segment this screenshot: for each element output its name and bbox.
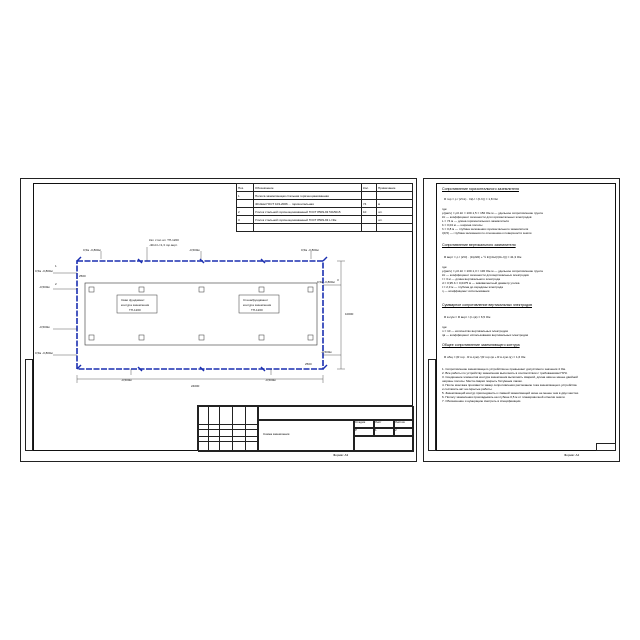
note-line: Кс — коэффициент сезонности для вертикальных электродов xyxy=(442,273,529,277)
right-box-label-3: ТП-1200 xyxy=(251,308,263,312)
notes-block xyxy=(442,325,612,337)
tag-top-c: 0,5м -0,800м xyxy=(301,248,319,252)
table-cell: шт. xyxy=(377,208,413,216)
notes-block xyxy=(442,265,612,293)
conclusion-line: 5. Заземляющий контур присоединить к главной заземляющей шине не менее чем в двух местах. xyxy=(442,391,580,395)
note-line: где: xyxy=(442,325,448,329)
right-box-label-2: контура заземления xyxy=(243,303,272,307)
left-box-label-3: ТП-1200 xyxy=(129,308,141,312)
stamp-cell: Лист xyxy=(374,420,394,428)
note-line: ρ(расч) = ρ0·Кс = 100·1,5 = 150 Ом·м — удельное сопротивление грунта xyxy=(442,211,543,215)
tag-bot-a: 0,5м -0,800м xyxy=(35,351,53,355)
stamp-cell: Стадия xyxy=(354,420,374,428)
table-cell: Уголок стальной горячеоцинкованный ГОСТ 8509-93 L=3м xyxy=(254,216,362,224)
sheet-format-label: Формат А4 xyxy=(564,453,580,457)
callout-top-1: Кат. стоп.шт. ТП-1200 xyxy=(149,238,179,242)
table-header-cell: Примечание xyxy=(377,184,413,192)
stamp-cell xyxy=(198,436,258,442)
formula: R гор = ρ / (2πL) · ln(L² / (b·h)) = 1,8 Ом xyxy=(444,197,498,201)
dimension-bottom: 24000 xyxy=(191,384,200,388)
sheet-format-label: Формат А3 xyxy=(333,453,349,457)
section-heading: Сопротивление вертикального заземлителя xyxy=(442,243,516,247)
note-line: l = 3 м — длина вертикального электрода xyxy=(442,277,501,281)
left-box-label-2: контура заземления xyxy=(121,303,150,307)
conclusion-line: 3. Соединение элементов контура заземления выполнить сваркой, длина шва не менее двойной xyxy=(442,375,578,379)
table-cell: Полоса заземляющая стальная горячеоцинкованная xyxy=(254,192,362,200)
table-cell: 74 xyxy=(362,200,377,208)
conclusion-line: 6. Полосу заземления прокладывать на глубине 0,5 м от планировочной отметки земли. xyxy=(442,395,566,399)
note-line: ρ(расч) = ρ0·Кс = 100·1,3 = 130 Ом·м — удельное сопротивление грунта xyxy=(442,269,543,273)
conclusion-line: 1. Сопротивление заземляющего устройства не превышает допустимого значения 4 Ом. xyxy=(442,367,566,371)
note-line: t(0,5) — глубина заложения по отношению к поверхности земли xyxy=(442,231,532,235)
tag-top-b: -0,500м xyxy=(189,248,200,252)
table-cell: Уголок стальной горячеоцинкованный ГОСТ 8509-93 50х50х5 xyxy=(254,208,362,216)
conclusion-line: ширины полосы. Места сварки покрыть битумным лаком. xyxy=(442,379,523,383)
formula: R общ = (R гор · R в.сум) / (R гор·ηв + R в.сум·ηг) = 1,6 Ом xyxy=(444,355,526,359)
dimension-small-2: 2500 xyxy=(305,362,312,366)
table-cell: 40х4мм ГОСТ 103-2006 ... горизонтальная xyxy=(254,200,362,208)
tag-top-d: -0,500м xyxy=(321,350,332,354)
tag-top-a: 0,5м -0,800м xyxy=(83,248,101,252)
vertical-electrodes xyxy=(77,257,327,371)
table-header-cell: Поз. xyxy=(237,184,254,192)
tag-left-b: -0,500м xyxy=(39,285,50,289)
building-outline xyxy=(85,283,317,345)
tag-bot-b: -0,500м xyxy=(121,378,132,382)
right-box-label-1: Стена/фундамент xyxy=(243,298,269,302)
conclusion-line: 2. Все работы по устройству заземления выполнять в соответствии с требованиями ПУЭ. xyxy=(442,371,568,375)
formula: R верт = ρ / (2πl) · (ln(2l/d) + ½ ln((4t+l)/(4t−l))) = 41,3 Ом xyxy=(444,255,522,259)
notes-block xyxy=(442,207,612,235)
table-header-cell: Кол. xyxy=(362,184,377,192)
callout-leaders xyxy=(53,247,341,375)
tag-left-c: -0,500м xyxy=(39,325,50,329)
note-line: где: xyxy=(442,207,448,211)
stamp-cell xyxy=(232,406,246,452)
note-line: b = 0,04 м — ширина полосы xyxy=(442,223,483,227)
stamp-cell: 2 xyxy=(394,428,414,436)
conclusion-line: 7. Обозначение и нумерацию смотреть в спецификации. xyxy=(442,399,522,403)
section-heading: Общее сопротивление заземляющего контура xyxy=(442,343,520,347)
dimension-small-1: 2500 xyxy=(79,274,86,278)
stamp-cell: Р xyxy=(354,428,374,436)
section-heading: Сопротивление горизонтального заземлителя xyxy=(442,187,519,191)
note-line: ηв — коэффициент использования вертикальных электродов xyxy=(442,333,529,337)
title-block xyxy=(197,405,413,451)
note-line: t = 2,3 м — глубина до середины электрода xyxy=(442,285,503,289)
table-cell: 1 xyxy=(237,192,254,200)
note-line: где: xyxy=(442,265,448,269)
section-heading: Суммарное сопротивление вертикальных электродов xyxy=(442,303,532,307)
stamp-cell: 1 xyxy=(374,428,394,436)
grounding-contour xyxy=(77,261,323,369)
conclusion-line: 4. После монтажа произвести замер сопротивления растеканию тока заземляющего устройства xyxy=(442,383,577,387)
sheet-number-box xyxy=(596,443,616,451)
table-cell: м xyxy=(377,200,413,208)
table-cell: 2 xyxy=(237,208,254,216)
stamp-project-name xyxy=(258,406,414,420)
stamp-organization xyxy=(354,436,414,452)
conclusion-line: и составить акт на скрытые работы. xyxy=(442,387,493,391)
note-line: Кс — коэффициент сезонности для горизонтальных электродов xyxy=(442,215,532,219)
drawing-sheet-right xyxy=(423,178,620,462)
callout-top-2: -40х4 L=1,3 гор.верт. xyxy=(149,243,178,247)
note-line: h = 0,8 м — глубина заложения горизонтального заземлителя xyxy=(442,227,529,231)
stamp-cell xyxy=(208,406,220,452)
position-number: 1 xyxy=(55,264,57,268)
dimension-right: 10000 xyxy=(345,312,354,316)
table-cell: 3 xyxy=(237,216,254,224)
stamp-title: Схема заземления xyxy=(258,420,354,452)
tag-right-a: 0,5м -0,800м xyxy=(317,280,335,284)
tag-bot-c: -0,500м xyxy=(265,378,276,382)
position-number: 2 xyxy=(55,282,57,286)
table-cell: шт. xyxy=(377,216,413,224)
note-line: n = 10 — количество вертикальных электродов xyxy=(442,329,508,333)
tag-left-a: 0,5м -0,800м xyxy=(35,269,53,273)
note-line: η — коэффициент использования xyxy=(442,289,490,293)
note-line: d = 0,95·b = 0,0475 м — эквивалентный диаметр уголка xyxy=(442,281,520,285)
drawing-sheet-left xyxy=(20,178,417,462)
stamp-cell xyxy=(198,424,258,430)
table-cell: 10 xyxy=(362,208,377,216)
position-number: 3 xyxy=(337,278,339,282)
left-box-label-1: Сваи фундамент xyxy=(121,298,145,302)
side-binding-strip xyxy=(428,359,436,451)
formula: R в.сум = R верт / (n·ηв) = 6,5 Ом xyxy=(444,315,491,319)
stamp-cell: Листов xyxy=(394,420,414,428)
note-line: L = 74 м — длина горизонтального заземлителя xyxy=(442,219,509,223)
table-header-cell: Обозначение xyxy=(254,184,362,192)
conclusion-block xyxy=(442,367,612,403)
